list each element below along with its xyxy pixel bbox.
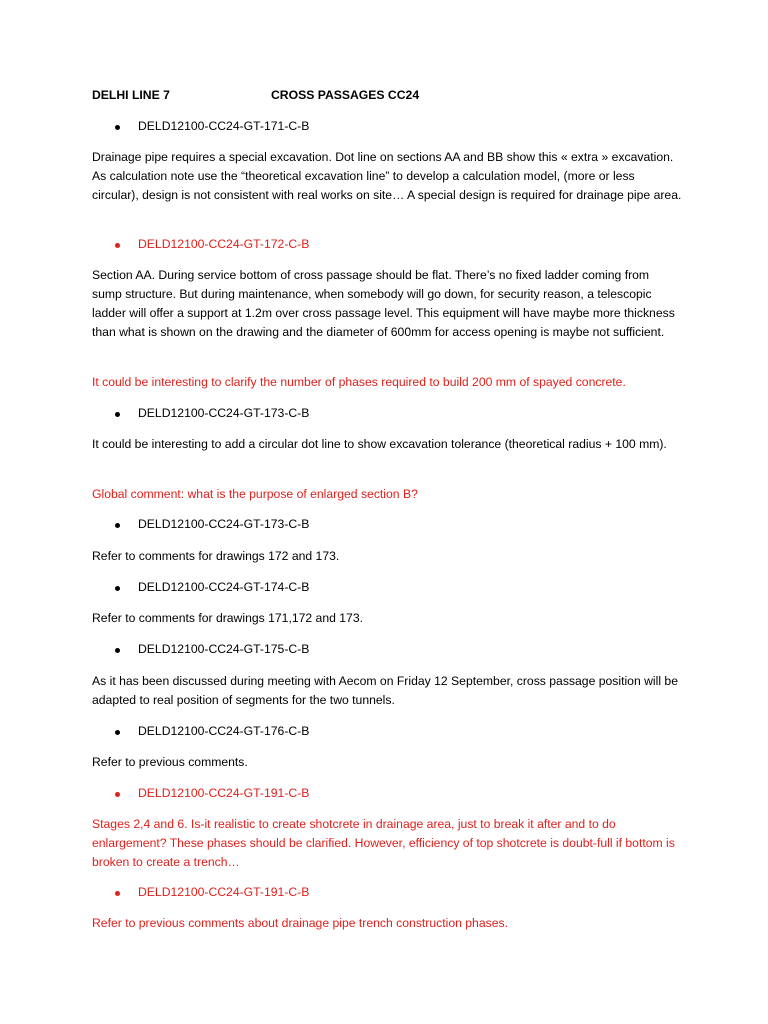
drawing-code: DELD12100-CC24-GT-175-C-B — [138, 642, 310, 656]
comment-paragraph: Refer to previous comments. — [92, 755, 248, 769]
drawing-code: DELD12100-CC24-GT-191-C-B — [138, 885, 310, 899]
comment-paragraph: Section AA. During service bottom of cross passage should be flat. There’s no fixed ladder coming from sump structure. But during maintenance, when somebody will go down, for security reason, a telescopic ladder will offer a support at 1.2m over cross passage level. This equipment will have maybe more thickness than what is shown on the drawing and the diameter of 600mm for access opening is maybe not sufficient. — [92, 268, 675, 339]
comment-paragraph-highlighted: Refer to previous comments about drainage pipe trench construction phases. — [92, 916, 508, 930]
bullet-dot-icon — [115, 243, 120, 248]
comment-paragraph: Refer to comments for drawings 172 and 173. — [92, 549, 340, 563]
comment-paragraph-highlighted: Stages 2,4 and 6. Is-it realistic to create shotcrete in drainage area, just to break it after and to do enlargement? These phases should be clarified. However, efficiency of top shotcrete is doubt-full if bottom is broken to create a trench… — [92, 817, 675, 869]
bullet-dot-icon — [115, 648, 120, 653]
bullet-dot-icon — [115, 523, 120, 528]
bullet-dot-icon — [115, 125, 120, 130]
comment-paragraph: As it has been discussed during meeting with Aecom on Friday 12 September, cross passage position will be adapted to real position of segments for the two tunnels. — [92, 674, 678, 707]
drawing-code: DELD12100-CC24-GT-172-C-B — [138, 237, 310, 251]
drawing-code: DELD12100-CC24-GT-174-C-B — [138, 580, 310, 594]
drawing-code: DELD12100-CC24-GT-191-C-B — [138, 786, 310, 800]
drawing-code: DELD12100-CC24-GT-171-C-B — [138, 119, 310, 133]
drawing-code: DELD12100-CC24-GT-173-C-B — [138, 406, 310, 420]
header-line-title: DELHI LINE 7 — [92, 88, 170, 102]
bullet-dot-icon — [115, 586, 120, 591]
comment-paragraph: It could be interesting to add a circular dot line to show excavation tolerance (theoretical radius + 100 mm). — [92, 437, 667, 451]
comment-paragraph: Drainage pipe requires a special excavation. Dot line on sections AA and BB show this « extra » excavation. As calculation note use the “theoretical excavation line” to develop a calculation model, (more or less circular), design is not consistent with real works on site… A special design is required for drainage pipe area. — [92, 150, 682, 202]
bullet-dot-icon — [115, 412, 120, 417]
comment-paragraph-highlighted: It could be interesting to clarify the number of phases required to build 200 mm of spayed concrete. — [92, 375, 626, 389]
comment-paragraph: Refer to comments for drawings 171,172 and 173. — [92, 611, 363, 625]
header-section-title: CROSS PASSAGES CC24 — [271, 88, 420, 102]
bullet-dot-icon — [115, 792, 120, 797]
drawing-code: DELD12100-CC24-GT-176-C-B — [138, 724, 310, 738]
document-header — [92, 88, 420, 102]
bullet-dot-icon — [115, 730, 120, 735]
comment-paragraph-highlighted: Global comment: what is the purpose of enlarged section B? — [92, 487, 418, 501]
drawing-code: DELD12100-CC24-GT-173-C-B — [138, 517, 310, 531]
bullet-dot-icon — [115, 891, 120, 896]
